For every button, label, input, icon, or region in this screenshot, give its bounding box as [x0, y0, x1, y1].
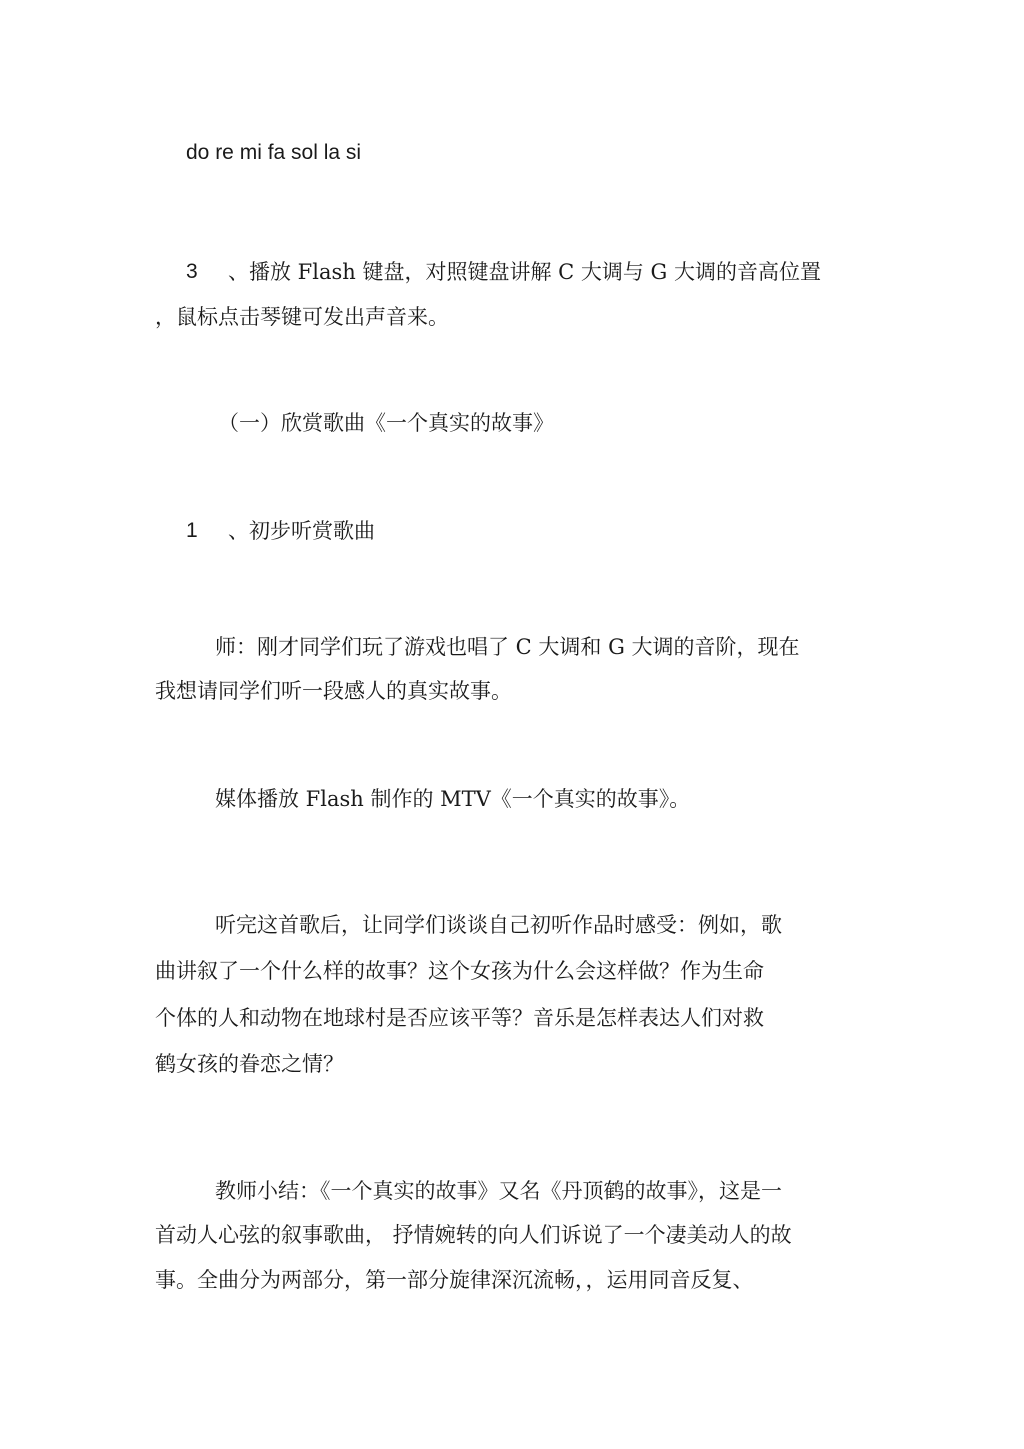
teacher-paragraph-line-1: 师：刚才同学们玩了游戏也唱了 C 大调和 G 大调的音阶，现在 [215, 635, 800, 659]
item-number-1: 1 [186, 519, 198, 542]
item-3-line-1: 、播放 Flash 键盘，对照键盘讲解 C 大调与 G 大调的音高位置 [228, 260, 822, 284]
listen-paragraph-line-3: 个体的人和动物在地球村是否应该平等？音乐是怎样表达人们对救 [155, 1006, 764, 1030]
summary-paragraph-line-1: 教师小结：《一个真实的故事》又名《丹顶鹤的故事》，这是一 [215, 1179, 782, 1203]
listen-paragraph-line-2: 曲讲叙了一个什么样的故事？这个女孩为什么会这样做？作为生命 [155, 959, 764, 983]
listen-paragraph-line-1: 听完这首歌后，让同学们谈谈自己初听作品时感受：例如，歌 [215, 913, 782, 937]
summary-paragraph-line-2: 首动人心弦的叙事歌曲， 抒情婉转的向人们诉说了一个凄美动人的故 [155, 1223, 792, 1247]
media-line: 媒体播放 Flash 制作的 MTV《一个真实的故事》。 [215, 787, 691, 811]
solfege-line: do re mi fa sol la si [186, 141, 362, 164]
listen-paragraph-line-4: 鹤女孩的眷恋之情？ [155, 1052, 344, 1076]
teacher-paragraph-line-2: 我想请同学们听一段感人的真实故事。 [155, 679, 512, 703]
item-3-line-2: ，鼠标点击琴键可发出声音来。 [155, 305, 449, 329]
summary-paragraph-line-3: 事。全曲分为两部分，第一部分旋律深沉流畅，，运用同音反复、 [155, 1268, 754, 1292]
section-heading: （一）欣赏歌曲《一个真实的故事》 [218, 411, 554, 435]
item-number-3: 3 [186, 260, 198, 283]
item-1-text: 、初步听赏歌曲 [228, 519, 375, 543]
